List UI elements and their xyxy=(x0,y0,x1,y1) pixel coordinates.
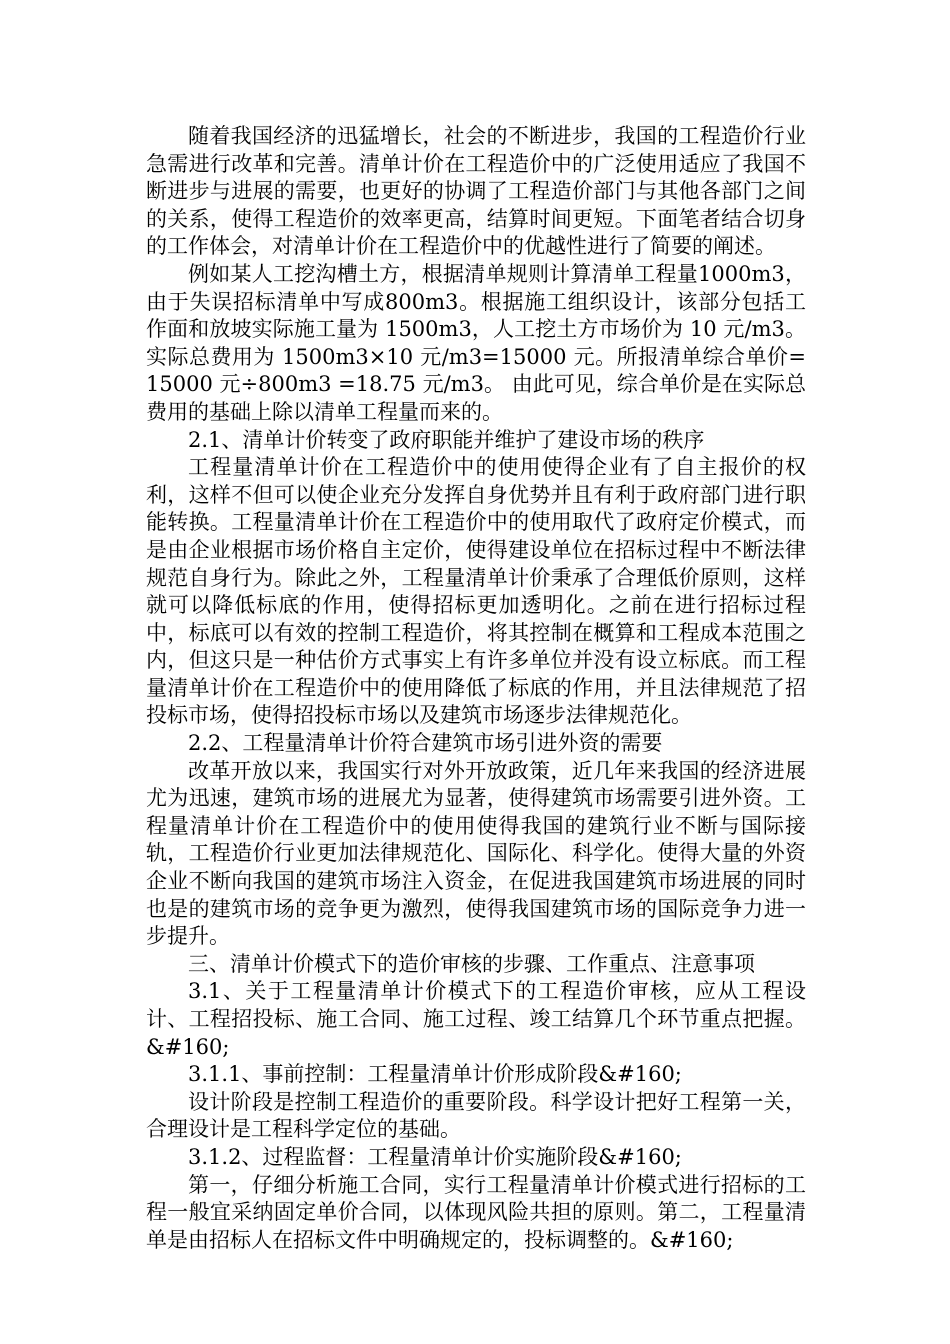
section-3-1-1-paragraph: 设计阶段是控制工程造价的重要阶段。科学设计把好工程第一关，合理设计是工程科学定位的基础。 xyxy=(146,1089,806,1142)
document-body xyxy=(146,123,806,1254)
section-heading-3: 三、清单计价模式下的造价审核的步骤、工作重点、注意事项 xyxy=(188,951,755,976)
intro-paragraph: 随着我国经济的迅猛增长，社会的不断进步，我国的工程造价行业急需进行改革和完善。清单计价在工程造价中的广泛使用适应了我国不断进步与进展的需要，也更好的协调了工程造价部门与其他各部门之间的关系，使得工程造价的效率更高，结算时间更短。下面笔者结合切身的工作体会，对清单计价在工程造价中的优越性进行了简要的阐述。 xyxy=(146,124,806,259)
section-2-2-paragraph: 改革开放以来，我国实行对外开放政策，近几年来我国的经济进展尤为迅速，建筑市场的进展尤为显著，使得建筑市场需要引进外资。工程量清单计价在工程造价中的使用使得我国的建筑行业不断与国际接轨，工程造价行业更加法律规范化、国际化、科学化。使得大量的外资企业不断向我国的建筑市场注入资金，在促进我国建筑市场进展的同时也是的建筑市场的竞争更为激烈，使得我国建筑市场的国际竞争力进一步提升。 xyxy=(146,758,806,949)
section-heading-2-2: 2.2、工程量清单计价符合建筑市场引进外资的需要 xyxy=(188,731,663,756)
section-3-1-2-paragraph: 第一，仔细分析施工合同，实行工程量清单计价模式进行招标的工程一般宜采纳固定单价合同，以体现风险共担的原则。第二，工程量清单是由招标人在招标文件中明确规定的，投标调整的。&#160; xyxy=(146,1172,806,1252)
section-3-1-paragraph: 3.1、关于工程量清单计价模式下的工程造价审核，应从工程设计、工程招投标、施工合同、施工过程、竣工结算几个环节重点把握。&#160; xyxy=(146,979,806,1059)
section-2-1-paragraph: 工程量清单计价在工程造价中的使用使得企业有了自主报价的权利，这样不但可以使企业充分发挥自身优势并且有利于政府部门进行职能转换。工程量清单计价在工程造价中的使用取代了政府定价模式，而是由企业根据市场价格自主定价，使得建设单位在招标过程中不断法律规范自身行为。除此之外，工程量清单计价秉承了合理低价原则，这样就可以降低标底的作用，使得招标更加透明化。之前在进行招标过程中，标底可以有效的控制工程造价，将其控制在概算和工程成本范围之内，但这只是一种估价方式事实上有许多单位并没有设立标底。而工程量清单计价在工程造价中的使用降低了标底的作用，并且法律规范了招投标市场，使得招投标市场以及建筑市场逐步法律规范化。 xyxy=(146,455,806,728)
section-heading-2-1: 2.1、清单计价转变了政府职能并维护了建设市场的秩序 xyxy=(188,427,705,452)
example-paragraph: 例如某人工挖沟槽土方，根据清单规则计算清单工程量1000m3，由于失误招标清单中写成800m3。根据施工组织设计，该部分包括工作面和放坡实际施工量为 1500m3，人工挖土方市场价为 10 元/m3。实际总费用为 1500m3×10 元/m3=15000 元。所报清单综合单价=15000 元÷800m3 =18.75 元/m3。 由此可见，综合单价是在实际总费用的基础上除以清单工程量而来的。 xyxy=(146,261,806,424)
section-heading-3-1-2: 3.1.2、过程监督：工程量清单计价实施阶段&#160; xyxy=(188,1144,682,1169)
section-heading-3-1-1: 3.1.1、事前控制：工程量清单计价形成阶段&#160; xyxy=(188,1062,682,1087)
